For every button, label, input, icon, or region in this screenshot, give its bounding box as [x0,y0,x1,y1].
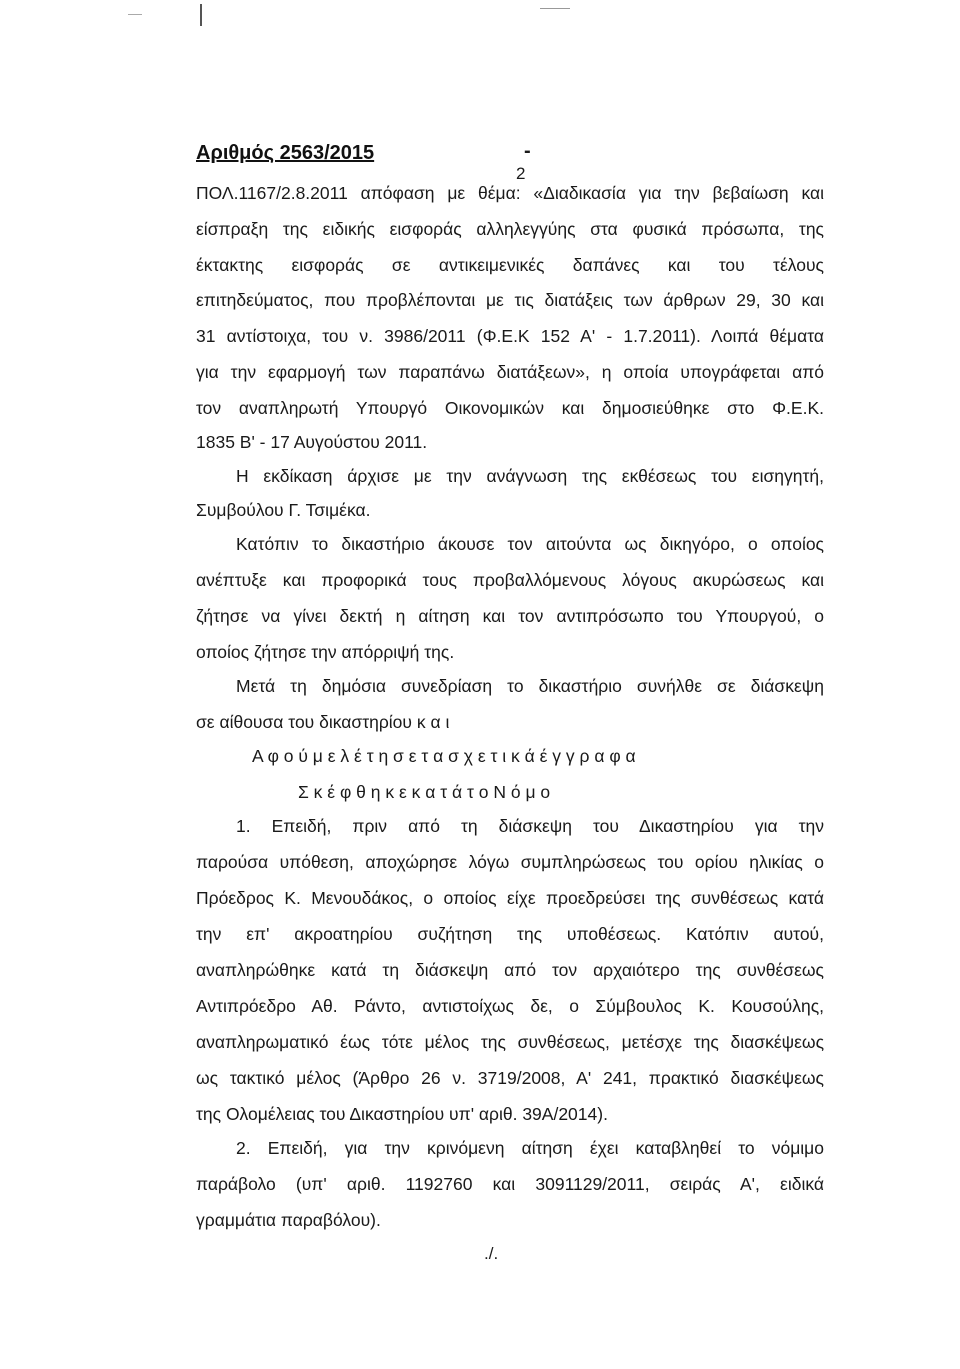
text-line: Αντιπρόεδρο Αθ. Ράντο, αντιστοίχως δε, ο Σύμβουλος Κ. Κουσούλης, [196,996,824,1016]
text-line: παράβολο (υπ' αριθ. 1192760 και 3091129/2011, σειράς Α', ειδικά [196,1174,824,1194]
continuation-mark: ./. [484,1244,499,1263]
text-line: αναπληρώθηκε κατά τη διάσκεψη από τον αρχαιότερο της συνθέσεως [196,960,824,980]
text-line: Συμβούλου Γ. Τσιμέκα. [196,500,371,520]
text-line: ως τακτικό μέλος (Άρθρο 26 ν. 3719/2008, Α' 241, πρακτικό διασκέψεως [196,1068,824,1088]
scan-artifact [200,4,202,26]
text-line: ΠΟΛ.1167/2.8.2011 απόφαση με θέμα: «Διαδικασία για την βεβαίωση και [196,183,824,203]
text-line: για την εφαρμογή των παραπάνω διατάξεων», η οποία υπογράφεται από [196,362,824,382]
text-line: Η εκδίκαση άρχισε με την ανάγνωση της εκθέσεως του εισηγητή, [236,466,824,486]
text-line: Πρόεδρος Κ. Μενουδάκος, ο οποίος είχε προεδρεύσει της συνθέσεως κατά [196,888,824,908]
text-line: ανέπτυξε και προφορικά τους προβαλλόμενους λόγους ακυρώσεως και [196,570,824,590]
text-line: σε αίθουσα του δικαστηρίου κ α ι [196,712,450,732]
text-line: γραμμάτια παραβόλου). [196,1210,381,1230]
text-line: 31 αντίστοιχα, του ν. 3986/2011 (Φ.Ε.Κ 152 Α' - 1.7.2011). Λοιπά θέματα [196,326,824,346]
text-line: παρούσα υπόθεση, αποχώρησε λόγω συμπληρώσεως του ορίου ηλικίας ο [196,852,824,872]
text-line: Κατόπιν το δικαστήριο άκουσε τον αιτούντα ως δικηγόρο, ο οποίος [236,534,824,554]
text-line: έκτακτης εισφοράς σε αντικειμενικές δαπάνες και του τέλους [196,255,824,275]
heading-line: Α φ ο ύ μ ε λ έ τ η σ ε τ α σ χ ε τ ι κ ά έ γ γ ρ α φ α [252,746,636,766]
decision-number: Αριθμός 2563/2015 [196,142,375,164]
text-line: 2. Επειδή, για την κρινόμενη αίτηση έχει καταβληθεί το νόμιμο [236,1138,824,1158]
text-line: οποίος ζήτησε την απόρριψή της. [196,642,455,662]
text-line: της Ολομέλειας του Δικαστηρίου υπ' αριθ. 39Α/2014). [196,1104,608,1124]
text-line: επιτηδεύματος, που προβλέπονται με τις διατάξεις των άρθρων 29, 30 και [196,290,824,310]
text-line: είσπραξη της ειδικής εισφοράς αλληλεγγύης στα φυσικά πρόσωπα, της [196,219,824,239]
text-line: την επ' ακροατηρίου συζήτηση της υποθέσεως. Κατόπιν αυτού, [196,924,824,944]
page-number: 2 [516,164,526,183]
heading-line: Σ κ έ φ θ η κ ε κ α τ ά τ ο Ν ό μ ο [298,782,551,802]
text-line: αναπληρωματικό έως τότε μέλος της συνθέσεως, μετέσχε της διασκέψεως [196,1032,824,1052]
header-dash: - [524,140,531,162]
text-line: 1. Επειδή, πριν από τη διάσκεψη του Δικαστηρίου για την [236,816,824,836]
text-line: Μετά τη δημόσια συνεδρίαση το δικαστήριο συνήλθε σε διάσκεψη [236,676,824,696]
scan-artifact [128,14,142,15]
text-line: 1835 Β' - 17 Αυγούστου 2011. [196,432,428,452]
text-line: ζήτησε να γίνει δεκτή η αίτηση και τον αντιπρόσωπο του Υπουργού, ο [196,606,824,626]
text-line: τον αναπληρωτή Υπουργό Οικονομικών και δημοσιεύθηκε στο Φ.Ε.Κ. [196,398,824,418]
scan-artifact [540,8,570,9]
